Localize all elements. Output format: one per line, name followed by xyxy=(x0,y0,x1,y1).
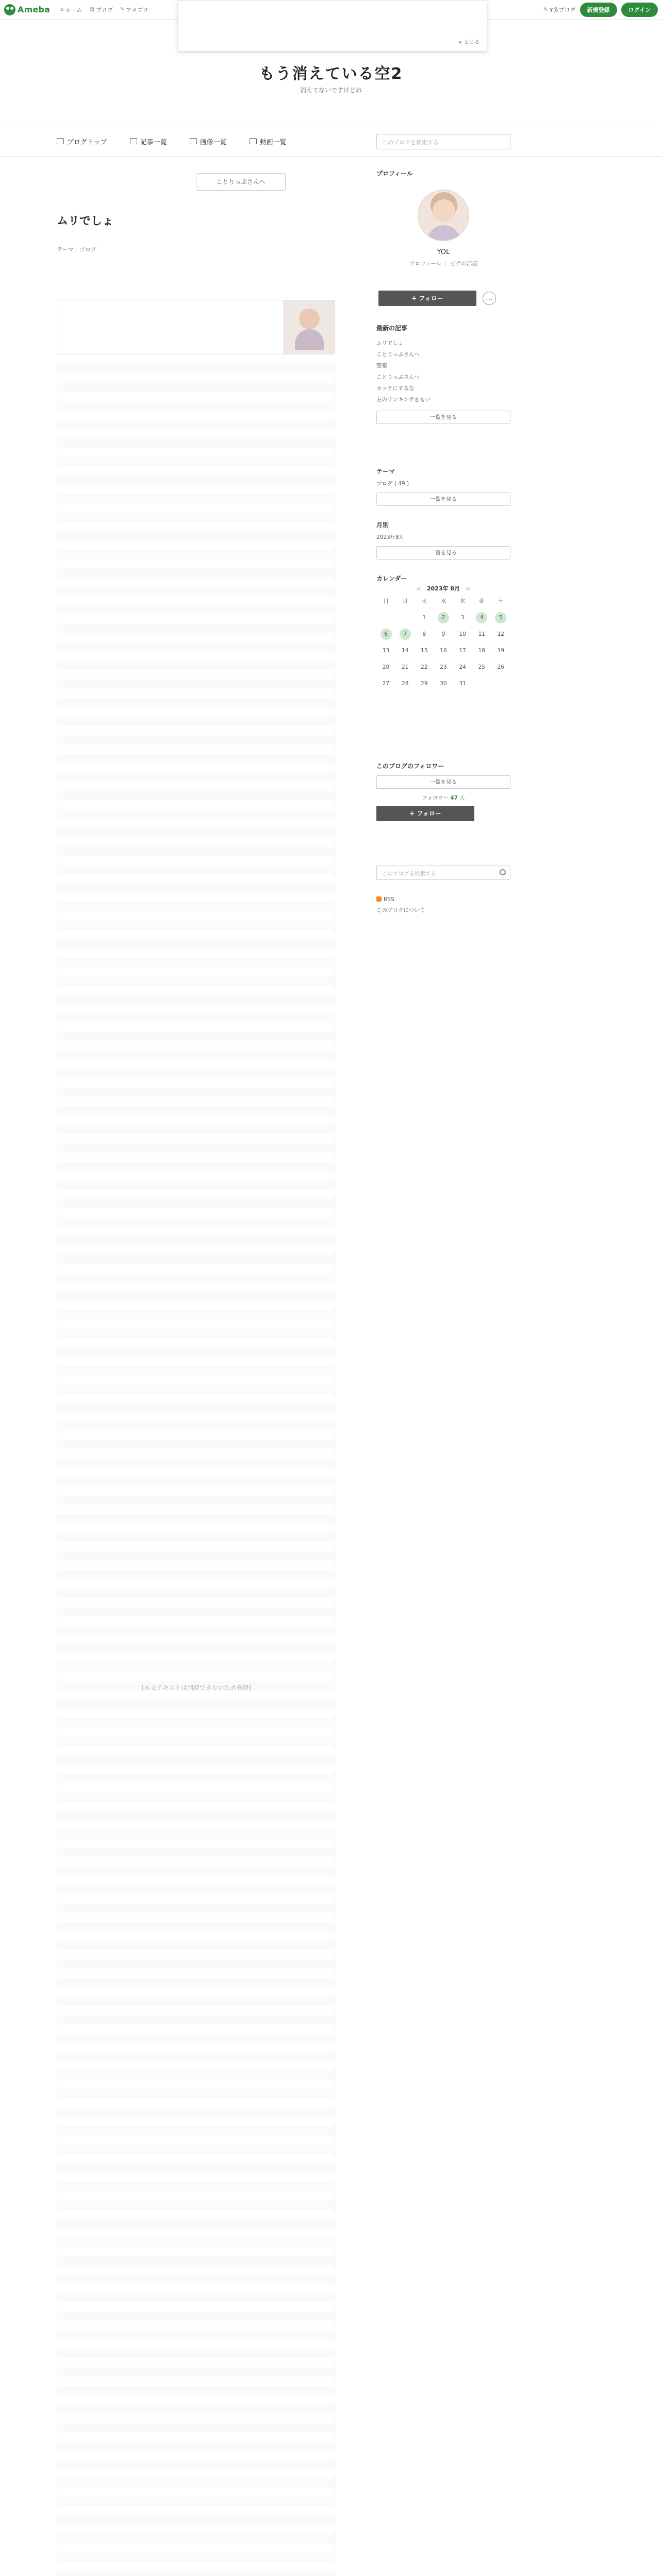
calendar-date: 24 xyxy=(459,664,466,670)
blog-nav-label: 画像一覧 xyxy=(200,138,227,146)
blog-link-icon: ✎ xyxy=(543,6,548,13)
blog-link-label: Y多ブログ xyxy=(549,6,576,13)
blog-nav-articles[interactable] xyxy=(130,137,167,146)
cookie-notice xyxy=(178,0,487,52)
theme-heading: テーマ xyxy=(376,468,395,475)
archive-heading: 月別 xyxy=(376,521,389,529)
calendar-date: 21 xyxy=(402,664,409,670)
recent-item[interactable]: ムリでしょ xyxy=(376,340,404,346)
blog-nav-label: ブログトップ xyxy=(67,138,107,146)
calendar-weekday: 金 xyxy=(479,598,485,604)
article-body-placeholder: [本文テキストは判読できないため省略] xyxy=(141,1684,252,1691)
profile-heading: プロフィール xyxy=(376,170,413,177)
calendar-grid xyxy=(376,596,510,689)
calendar-date: 20 xyxy=(382,664,390,670)
calendar-date: 10 xyxy=(459,631,466,637)
ameba-logo-text: Ameba xyxy=(18,5,51,14)
follower-count xyxy=(376,794,510,802)
calendar-weekday: 月 xyxy=(402,598,408,604)
calendar-date: 13 xyxy=(382,648,390,654)
calendar-month xyxy=(376,584,510,592)
calendar-weekday: 木 xyxy=(459,598,466,604)
avatar[interactable] xyxy=(418,190,469,241)
follow-button-bottom[interactable]: + フォロー xyxy=(376,806,474,821)
search-icon[interactable] xyxy=(500,869,506,875)
themes xyxy=(376,467,510,506)
global-nav-home[interactable] xyxy=(60,6,82,14)
calendar-date xyxy=(491,678,510,689)
notice-close-button[interactable]: × とじる xyxy=(458,40,479,45)
article-meta xyxy=(57,245,96,255)
calendar-date: 14 xyxy=(402,648,409,654)
ameba-logo[interactable] xyxy=(4,4,50,15)
more-options-button[interactable]: … xyxy=(483,292,496,305)
calendar xyxy=(376,574,510,749)
login-button[interactable]: ログイン xyxy=(621,3,658,17)
global-nav-blog[interactable] xyxy=(90,6,113,14)
link-card-thumbnail xyxy=(283,300,335,354)
calendar-date[interactable]: 2 xyxy=(438,612,449,623)
calendar-date: 3 xyxy=(460,615,465,621)
calendar-date: 17 xyxy=(459,648,466,654)
archive xyxy=(376,520,510,560)
theme-more-button[interactable]: 一覧を見る xyxy=(376,493,510,506)
followers xyxy=(376,761,510,821)
calendar-date xyxy=(376,612,395,623)
calendar-date: 11 xyxy=(478,631,485,637)
recent-articles xyxy=(376,324,510,424)
video-list-icon xyxy=(250,138,257,144)
calendar-date: 23 xyxy=(440,664,447,670)
calendar-date xyxy=(395,612,415,623)
article-title[interactable]: ムリでしょ xyxy=(57,215,114,228)
calendar-weekday: 水 xyxy=(440,598,446,604)
calendar-date: 22 xyxy=(421,664,428,670)
calendar-date xyxy=(472,678,491,689)
article-theme[interactable]: テーマ：ブログ xyxy=(57,246,96,253)
recent-heading: 最新の記事 xyxy=(376,325,408,332)
calendar-date: 16 xyxy=(440,648,447,654)
global-nav-label: アメブロ xyxy=(126,6,148,13)
calendar-weekday: 火 xyxy=(421,598,427,604)
recent-list xyxy=(376,337,510,405)
rss-icon xyxy=(376,896,382,902)
profile-links[interactable]: プロフィール ｜ ピグの部屋 xyxy=(409,261,477,267)
calendar-date: 18 xyxy=(478,648,485,654)
embedded-link-card[interactable] xyxy=(57,300,335,354)
calendar-date: 12 xyxy=(497,631,505,637)
about-blog-link[interactable]: このブログについて xyxy=(376,907,425,913)
signup-button[interactable]: 新規登録 xyxy=(580,3,617,17)
blog-nav-videos[interactable] xyxy=(250,137,287,146)
blog-search-input[interactable]: このブログを検索する xyxy=(376,134,510,149)
calendar-date: 25 xyxy=(478,664,485,670)
theme-item[interactable]: ブログ ( 49 ) xyxy=(376,481,409,487)
blog-top-icon xyxy=(57,138,64,144)
calendar-prev-button[interactable]: < xyxy=(416,585,421,592)
calendar-date[interactable]: 7 xyxy=(400,629,411,640)
calendar-weekday: 日 xyxy=(383,598,389,604)
prev-article-link[interactable]: ことりっぷさんへ xyxy=(196,173,286,191)
recent-item[interactable]: ことりっぷさんへ xyxy=(376,351,420,358)
image-list-icon xyxy=(190,138,197,144)
sidebar xyxy=(376,169,510,913)
profile-name[interactable]: YOL xyxy=(437,248,450,256)
blog-nav-label: 動画一覧 xyxy=(259,138,287,146)
calendar-weekday: 土 xyxy=(498,598,504,604)
recent-item[interactable]: 左のランキングきもい xyxy=(376,397,431,403)
global-nav-label: ホーム xyxy=(65,6,82,13)
header-actions xyxy=(543,3,658,17)
calendar-date: 27 xyxy=(382,681,390,687)
calendar-date: 1 xyxy=(422,615,426,621)
sidebar-footer xyxy=(376,894,425,916)
sidebar-search-placeholder: このブログを検索する xyxy=(382,871,436,877)
rss-label: RSS xyxy=(384,896,394,903)
calendar-date: 8 xyxy=(422,631,426,637)
calendar-date[interactable]: 5 xyxy=(495,612,506,623)
calendar-date: 29 xyxy=(421,681,428,687)
home-icon: ⌂ xyxy=(60,7,64,12)
calendar-date: 31 xyxy=(459,681,466,687)
blog-nav-images[interactable] xyxy=(190,137,227,146)
calendar-heading: カレンダー xyxy=(376,575,407,582)
calendar-date: 26 xyxy=(497,664,505,670)
calendar-date: 15 xyxy=(421,648,428,654)
blog-description: 消えてないですけどね xyxy=(300,87,362,94)
global-nav-label: ブログ xyxy=(95,6,113,13)
article-body xyxy=(57,364,335,2576)
rss-link[interactable] xyxy=(376,894,425,905)
calendar-date: 9 xyxy=(441,631,445,637)
ameblo-icon: ✎ xyxy=(120,7,125,12)
ameba-logo-icon xyxy=(4,4,15,15)
blog-nav-top[interactable] xyxy=(57,137,107,146)
archive-item[interactable]: 2023年8月 xyxy=(376,534,405,540)
calendar-date: 19 xyxy=(497,648,505,654)
follower-count-suffix: 人 xyxy=(459,795,465,801)
blog-link[interactable] xyxy=(543,6,576,14)
follower-count-prefix: フォロワー xyxy=(422,795,449,801)
calendar-date[interactable]: 4 xyxy=(476,612,487,623)
article-list-icon xyxy=(130,138,137,144)
global-nav-ameblo[interactable] xyxy=(120,6,148,14)
blog-nav-label: 記事一覧 xyxy=(140,138,167,146)
follower-count-value: 47 xyxy=(450,795,458,801)
global-nav xyxy=(60,6,148,14)
recent-item[interactable]: 警察 xyxy=(376,363,387,369)
sidebar-search-input[interactable] xyxy=(376,866,510,880)
calendar-next-button[interactable]: > xyxy=(466,585,471,592)
archive-more-button[interactable]: 一覧を見る xyxy=(376,546,510,560)
calendar-date: 30 xyxy=(440,681,447,687)
calendar-month-label: 2023年 8月 xyxy=(426,585,460,592)
profile-follow-row xyxy=(376,291,510,306)
recent-item[interactable]: ことりっぷさんへ xyxy=(376,374,420,381)
recent-more-button[interactable]: 一覧を見る xyxy=(376,411,510,424)
blog-nav xyxy=(0,126,662,157)
followers-more-button[interactable]: 一覧を見る xyxy=(376,775,510,789)
recent-item[interactable]: カッテにするな xyxy=(376,385,415,392)
calendar-date: 28 xyxy=(402,681,409,687)
followers-heading: このブログのフォロワー xyxy=(376,762,444,770)
blog-title[interactable]: もう消えている空2 xyxy=(259,65,403,83)
calendar-date[interactable]: 6 xyxy=(380,629,392,640)
follow-button[interactable]: + フォロー xyxy=(378,291,476,306)
blog-icon: ▤ xyxy=(89,7,94,12)
